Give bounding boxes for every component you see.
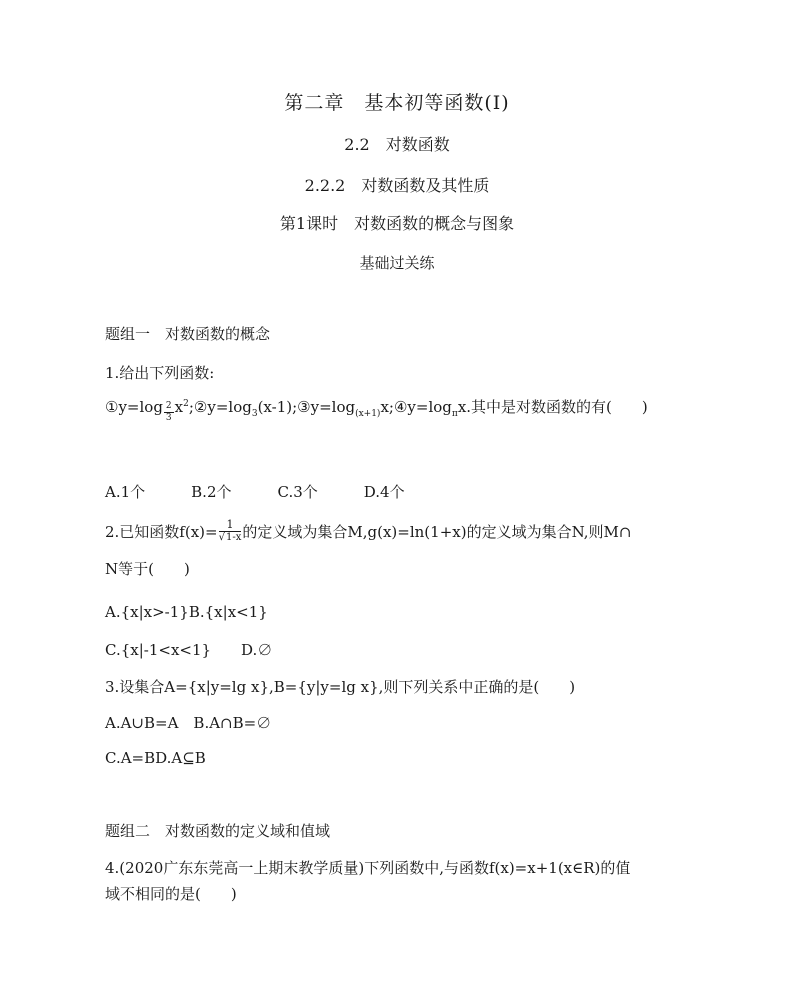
q1-f4: ④y=log [393, 398, 452, 416]
q1-options [105, 481, 451, 502]
q1-f1-exp: 2 [183, 399, 189, 409]
subsection-title: 2.2.2 对数函数及其性质 [304, 176, 490, 195]
q1-f1-prefix: ①y=log [105, 398, 163, 416]
q2-frac-den: 1-x [225, 532, 242, 543]
q1-f4-base: π [451, 409, 458, 419]
q2-fraction [219, 519, 242, 543]
q2-stem-pre: 2.已知函数f(x)= [105, 523, 218, 541]
group2-title: 题组二 对数函数的定义域和值域 [105, 822, 331, 840]
section-title: 2.2 对数函数 [344, 135, 450, 154]
q1-f3: ③y=log [297, 398, 356, 416]
q2-options-row1[interactable]: A.{x|x>-1}B.{x|x<1} [105, 603, 268, 621]
q4-line1: 4.(2020广东东莞高一上期末教学质量)下列函数中,与函数f(x)=x+1(x∈R)的值 [105, 859, 631, 877]
chapter-title: 第二章 基本初等函数(Ⅰ) [284, 92, 510, 114]
q1-f1-base-den: 3 [165, 412, 172, 423]
q1-f4-arg: x.其中是对数函数的有( ) [457, 398, 648, 416]
q1-f3-base: (x+1) [355, 409, 381, 419]
q1-option-a[interactable]: A.1个 [105, 483, 146, 501]
q1-option-b[interactable]: B.2个 [191, 483, 232, 501]
q2-stem-line2: N等于( ) [105, 560, 190, 578]
q1-f2-base: 3 [251, 409, 258, 419]
drill-title: 基础过关练 [359, 254, 435, 272]
q1-f1-base-fraction [164, 402, 174, 423]
q1-f3-arg: x; [380, 398, 394, 416]
q1-functions [105, 396, 648, 423]
q3-stem: 3.设集合A={x|y=lg x},B={y|y=lg x},则下列关系中正确的是( ) [105, 678, 576, 696]
q4-line2: 域不相同的是( ) [105, 885, 237, 903]
q2-stem-post: 的定义域为集合M,g(x)=ln(1+x)的定义域为集合N,则M∩ [242, 523, 632, 541]
q3-options-row2[interactable]: C.A=BD.A⊆B [105, 749, 206, 767]
q3-options-row1[interactable]: A.A∪B=A B.A∩B=∅ [105, 714, 272, 732]
q1-f1-arg: x [174, 398, 184, 416]
q1-f2: ;②y=log [188, 398, 252, 416]
q1-f1-base-num: 2 [165, 400, 172, 411]
q2-options-row2[interactable]: C.{x|-1<x<1} D.∅ [105, 641, 273, 659]
q2-stem [105, 518, 632, 545]
q2-frac-den-wrap [219, 532, 242, 543]
q1-option-d[interactable]: D.4个 [363, 483, 405, 501]
q1-stem: 1.给出下列函数: [105, 364, 215, 382]
q1-option-c[interactable]: C.3个 [277, 483, 318, 501]
sqrt-icon: √1-x [218, 532, 242, 543]
lesson-title: 第1课时 对数函数的概念与图象 [279, 214, 515, 233]
group1-title: 题组一 对数函数的概念 [105, 325, 271, 343]
q2-frac-num: 1 [219, 519, 242, 532]
q1-f2-arg: (x-1); [257, 398, 298, 416]
